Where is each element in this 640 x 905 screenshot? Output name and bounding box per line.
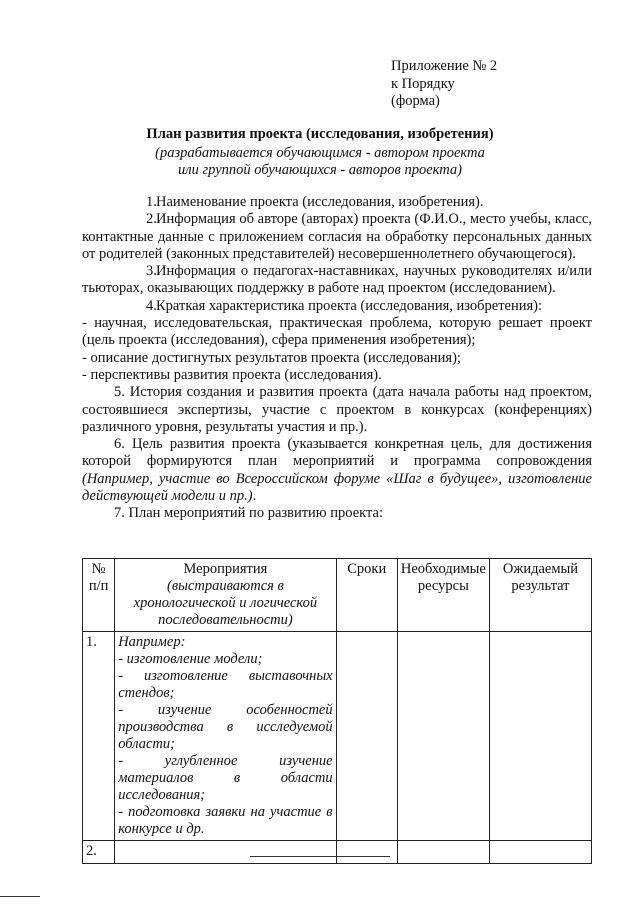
item-1: 1.Наименование проекта (исследования, изобретения). — [146, 194, 484, 210]
subtitle-line-1: (разрабатывается обучающимся - автором проекта — [155, 145, 485, 161]
header-terms: Сроки — [336, 559, 397, 632]
table-header-row — [83, 559, 592, 632]
header-events: Мероприятия (выстраиваются в хронологической и логической последовательности) — [115, 559, 336, 632]
row-events — [115, 841, 336, 864]
item-4-bullet-2: - описание достигнутых результатов проекта (исследования); — [82, 349, 461, 366]
row-terms — [336, 841, 397, 864]
item-2: 2.Информация об авторе (авторах) проекта (Ф.И.О., место учебы, класс, контактные данные с приложением согласия на обработку персональных данных от родителей (законных представителей) несовершеннолетнего обучающегося). — [82, 211, 592, 262]
row-number: 2. — [83, 841, 115, 864]
document-title: План развития проекта (исследования, изобретения) — [146, 126, 494, 142]
row-resources — [397, 841, 489, 864]
header-result: Ожидаемый результат — [489, 559, 591, 632]
row-result — [489, 841, 591, 864]
table-row — [83, 841, 592, 864]
item-3: 3.Информация о педагогах-наставниках, научных руководителях и/или тьюторах, оказывающих поддержку в работе над проектом (исследованием). — [82, 263, 592, 297]
item-5: 5. История создания и развития проекта (дата начала работы над проектом, состоявшиеся экспертизы, участие с проектом в конкурсах (конференциях) различного уровня, результаты участия и пр.). — [82, 384, 592, 435]
row-events: Например: - изготовление модели; - изготовление выставочных стендов; - изучение особенностей производства в исследуемой области; - углубленное изучение материалов в области исследования; - подготовка заявки на участие в конкурсе и др. — [115, 632, 336, 841]
appendix-number: Приложение № 2 — [391, 58, 498, 74]
header-resources: Необходимые ресурсы — [397, 559, 489, 632]
corner-mark — [0, 896, 40, 897]
row-result — [489, 632, 591, 841]
separator-line — [250, 856, 390, 857]
appendix-order: к Порядку — [391, 75, 455, 92]
item-4: 4.Краткая характеристика проекта (исследования, изобретения): — [146, 297, 543, 314]
item-7: 7. План мероприятий по развитию проекта: — [114, 505, 383, 522]
subtitle-line-2: или группой обучающихся - авторов проекта) — [178, 162, 462, 178]
appendix-form: (форма) — [391, 93, 440, 109]
document-subtitle — [0, 145, 640, 179]
item-4-bullet-1: - научная, исследовательская, практическая проблема, которую решает проект (цель проекта (исследования), сфера применения изобретения); — [82, 315, 592, 349]
document-body — [82, 194, 592, 523]
row-resources — [397, 632, 489, 841]
header-number: № п/п — [83, 559, 115, 632]
item-4-bullet-3: - перспективы развития проекта (исследования). — [82, 366, 382, 383]
header-events-note: (выстраиваются в хронологической и логической последовательности) — [133, 578, 318, 628]
appendix-label — [391, 58, 497, 111]
events-plan-table — [82, 558, 592, 864]
item-6: 6. Цель развития проекта (указывается конкретная цель, для достижения которой формируются план мероприятий и программа сопровождения (Например, участие во Всероссийском форуме «Шаг в будущее», изготовление действующей модели и пр.). — [82, 436, 592, 505]
row-number: 1. — [83, 632, 115, 841]
item-6-example: (Например, участие во Всероссийском форуме «Шаг в будущее», изготовление действующей модели и пр.) — [82, 470, 592, 505]
table-row — [83, 632, 592, 841]
row-terms — [336, 632, 397, 841]
